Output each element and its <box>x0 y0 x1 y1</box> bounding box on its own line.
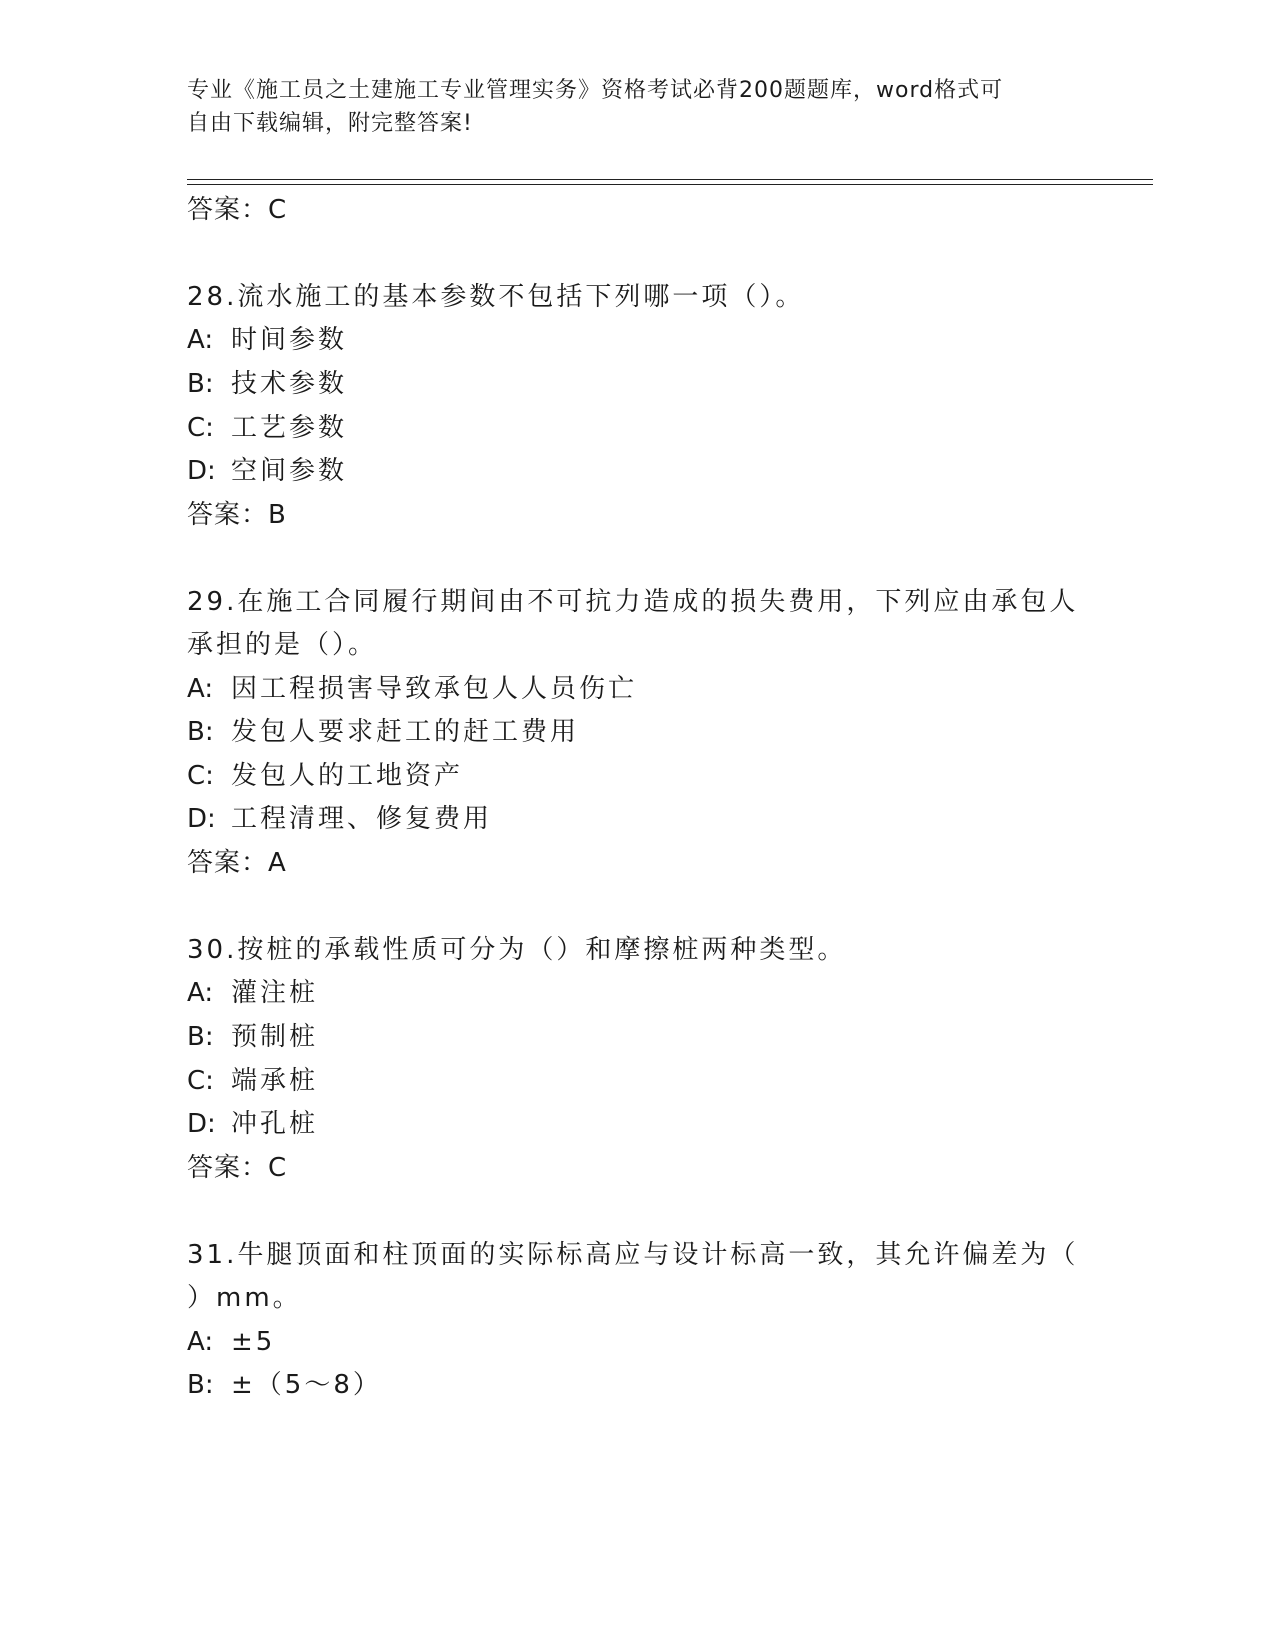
option-text: ±5 <box>231 1327 276 1357</box>
question-29-answer: 答案：A <box>187 848 287 878</box>
question-28-option-c <box>187 411 347 445</box>
option-letter: D: <box>187 1109 216 1139</box>
option-text: 空间参数 <box>231 456 348 486</box>
option-text: 发包人要求赶工的赶工费用 <box>231 717 580 747</box>
question-30-answer: 答案：C <box>187 1153 288 1183</box>
question-30-option-a <box>187 976 318 1010</box>
option-letter: C: <box>187 1066 214 1096</box>
option-letter: A: <box>187 325 214 355</box>
option-text: 技术参数 <box>231 369 348 399</box>
question-28-option-b <box>187 367 347 401</box>
question-28-stem: 28.流水施工的基本参数不包括下列哪一项（）。 <box>187 282 805 312</box>
option-letter: B: <box>187 1022 214 1052</box>
question-31-option-a <box>187 1325 275 1359</box>
question-29-option-a <box>187 672 637 706</box>
option-text: 冲孔桩 <box>231 1109 319 1139</box>
previous-answer: 答案：C <box>187 195 288 225</box>
header-divider-top <box>187 179 1153 180</box>
option-letter: B: <box>187 717 214 747</box>
question-29-option-c <box>187 759 463 793</box>
option-letter: D: <box>187 456 216 486</box>
question-29-stem-line-2: 承担的是（）。 <box>187 630 378 660</box>
header-line-1: 专业《施工员之土建施工专业管理实务》资格考试必背200题题库，word格式可 <box>187 78 1004 103</box>
option-letter: B: <box>187 1370 214 1400</box>
option-text: 因工程损害导致承包人人员伤亡 <box>231 674 638 704</box>
option-letter: C: <box>187 413 214 443</box>
option-letter: A: <box>187 1327 214 1357</box>
question-30-option-c <box>187 1064 318 1098</box>
option-letter: A: <box>187 978 214 1008</box>
option-text: ±（5～8） <box>231 1370 382 1400</box>
option-letter: B: <box>187 369 214 399</box>
question-29-option-d <box>187 802 492 836</box>
question-29-stem-line-1: 29.在施工合同履行期间由不可抗力造成的损失费用，下列应由承包人 <box>187 587 1079 617</box>
option-text: 发包人的工地资产 <box>231 761 464 791</box>
option-letter: C: <box>187 761 214 791</box>
question-30-option-d <box>187 1107 318 1141</box>
header-line-2: 自由下载编辑，附完整答案! <box>187 111 473 136</box>
question-31-stem-line-2: ）mm。 <box>187 1283 302 1313</box>
question-28-option-a <box>187 323 347 357</box>
option-text: 时间参数 <box>231 325 348 355</box>
option-text: 灌注桩 <box>231 978 319 1008</box>
question-30-stem: 30.按桩的承载性质可分为（）和摩擦桩两种类型。 <box>187 935 847 965</box>
question-30-option-b <box>187 1020 318 1054</box>
option-text: 端承桩 <box>231 1066 319 1096</box>
question-29-option-b <box>187 715 579 749</box>
question-31-stem-line-1: 31.牛腿顶面和柱顶面的实际标高应与设计标高一致，其允许偏差为（ <box>187 1240 1079 1270</box>
option-letter: D: <box>187 804 216 834</box>
header-divider-bottom <box>187 184 1153 185</box>
question-31-option-b <box>187 1368 382 1402</box>
question-28-option-d <box>187 454 347 488</box>
question-28-answer: 答案：B <box>187 500 287 530</box>
option-text: 工艺参数 <box>231 413 348 443</box>
option-text: 预制桩 <box>231 1022 319 1052</box>
document-header <box>187 74 1087 140</box>
option-text: 工程清理、修复费用 <box>231 804 493 834</box>
option-letter: A: <box>187 674 214 704</box>
